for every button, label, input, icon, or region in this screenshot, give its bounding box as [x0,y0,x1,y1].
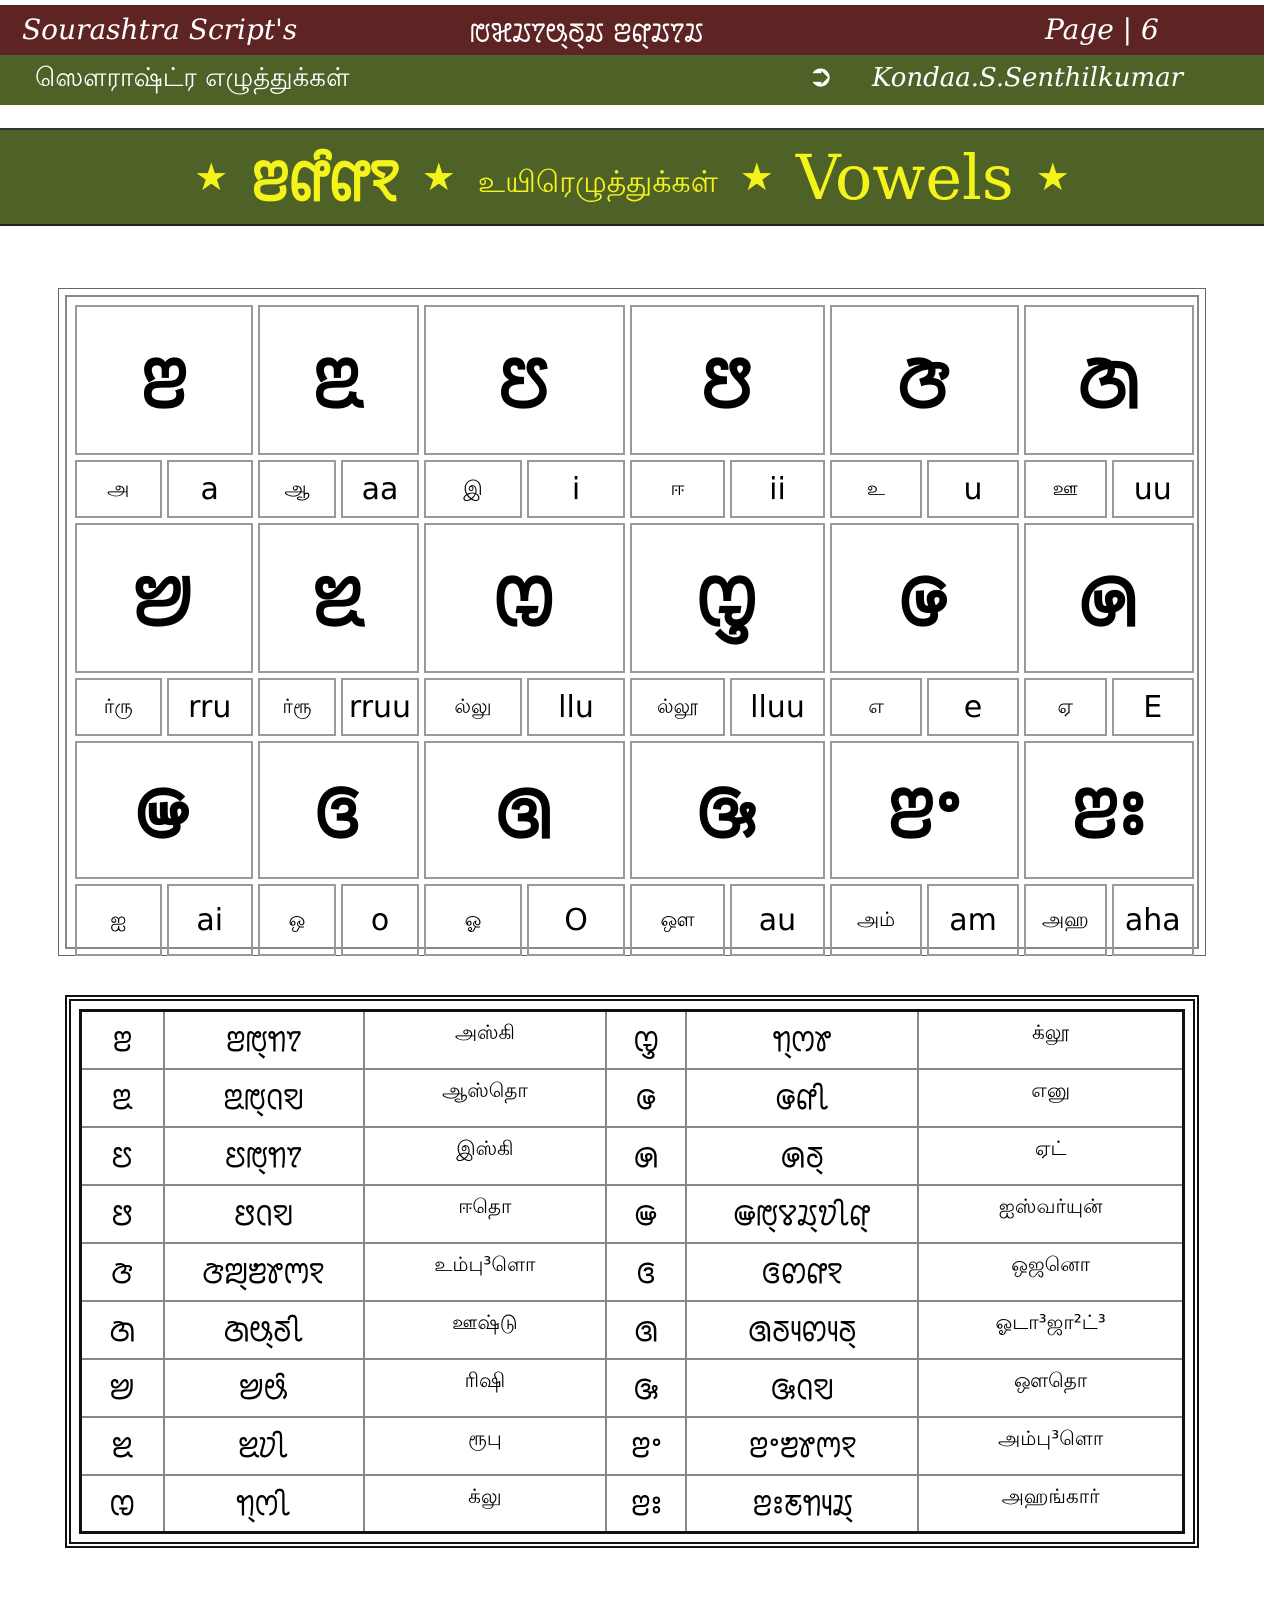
tamil-word: ஏட் [918,1127,1183,1185]
vowel-latin: ii [730,460,825,518]
header-saurashtra-title: ꢱꣃꢬꢵꢰ꣄ꢜ꣄ꢬ ꢂꢥ꣄ꢬꢵꢬ [470,16,704,49]
vowel-labels [830,884,1019,956]
saurashtra-word: ꢐꢜꢴꢙꢴꢜ꣄ [686,1301,918,1359]
vowel-latin: llu [527,678,625,736]
vowel-tamil: ர்ரூ [258,678,336,736]
vowel-cell: ꢑ [606,1359,686,1417]
vowel-glyph: ꢏ [258,741,419,879]
table-row [81,1359,1184,1417]
vowel-labels [630,460,825,518]
tamil-word: அஸ்கி [364,1011,607,1069]
vowel-tamil: உ [830,460,922,518]
vowel-latin: i [527,460,625,518]
page-number: Page | 6 [1045,13,1159,46]
vowel-latin: u [927,460,1019,518]
tamil-word: க்லு [364,1475,607,1533]
tamil-word: ஐஸ்வர்யுன் [918,1185,1183,1243]
table-row [81,1185,1184,1243]
saurashtra-word: ꢂꢀꢨꢸꢳꣁ [686,1417,918,1475]
vowel-glyph: ꢇ [1024,305,1194,455]
vowel-tamil: அம் [830,884,922,956]
header-bar [0,5,1264,55]
vowel-glyph: ꢅ [630,305,825,455]
vowel-tamil: ஔ [630,884,725,956]
vowel-cell: ꢏ [606,1243,686,1301]
vowel-tamil: ஊ [1024,460,1107,518]
saurashtra-word: ꢆꢪ꣄ꢨꢸꢳꣁ [164,1243,364,1301]
vowel-labels [1024,460,1194,518]
banner-english: Vowels [795,140,1014,214]
vowel-cell: ꢂ [81,1011,164,1069]
table-row [81,1011,1184,1069]
vowel-labels [75,678,253,736]
vowel-tamil: ல்லூ [630,678,725,736]
vowel-latin: au [730,884,825,956]
star-icon: ★ [739,155,774,199]
vowel-latin: a [167,460,254,518]
saurashtra-word: ꢍꢜ꣄ [686,1127,918,1185]
tamil-word: எனு [918,1069,1183,1127]
table-row [81,1127,1184,1185]
vowel-tamil: ஓ [424,884,522,956]
vowel-cell: ꢇ [81,1301,164,1359]
vowel-cell: ꢂꢀ [606,1417,686,1475]
vowel-glyph: ꢈ [75,523,253,673]
tamil-word: இஸ்கி [364,1127,607,1185]
saurashtra-word: ꢅꢡꣂ [164,1185,364,1243]
vowel-latin: e [927,678,1019,736]
star-icon: ★ [194,155,229,199]
vowel-labels [424,678,625,736]
vowel-labels [830,460,1019,518]
saurashtra-word: ꢇꢰ꣄ꢜꢷ [164,1301,364,1359]
example-words-table [65,995,1199,1548]
vowel-latin: lluu [730,678,825,736]
vowel-cell: ꢆ [81,1243,164,1301]
section-banner [0,128,1264,226]
header-title: Sourashtra Script's [22,13,298,46]
vowel-latin: rru [167,678,254,736]
vowel-glyph: ꢋ [630,523,825,673]
vowel-glyph: ꢌ [830,523,1019,673]
vowel-glyph: ꢆ [830,305,1019,455]
tamil-word: ஔதொ [918,1359,1183,1417]
tamil-word: ஆஸ்தொ [364,1069,607,1127]
tamil-word: க்லூ [918,1011,1183,1069]
saurashtra-word: ꢑꢡꣂ [686,1359,918,1417]
vowel-cell: ꢍ [606,1127,686,1185]
vowel-chart [58,288,1206,956]
saurashtra-word: ꢎꢱ꣄ꢮꢬ꣄ꢫꢷꢥ꣄ [686,1185,918,1243]
tamil-word: ரிஷி [364,1359,607,1417]
vowel-cell: ꢂꢁ [606,1475,686,1533]
vowel-glyph: ꢂꢁ [1024,741,1194,879]
vowel-cell: ꢃ [81,1069,164,1127]
vowel-glyph: ꢃ [258,305,419,455]
vowel-tamil: ஆ [258,460,336,518]
vowel-latin: ai [167,884,254,956]
vowel-latin: O [527,884,625,956]
vowel-labels [630,678,825,736]
vowel-latin: uu [1112,460,1195,518]
tamil-word: அஹங்கார் [918,1475,1183,1533]
table-row [81,1301,1184,1359]
vowel-tamil: ர்ரு [75,678,162,736]
vowel-labels [424,884,625,956]
tamil-word: ஓடா³ஜா²ட்³ [918,1301,1183,1359]
vowel-labels [630,884,825,956]
vowel-tamil: ஈ [630,460,725,518]
vowel-cell: ꢌ [606,1069,686,1127]
vowel-tamil: அ [75,460,162,518]
saurashtra-word: ꢃꢱ꣄ꢡꣂ [164,1069,364,1127]
vowel-latin: o [341,884,419,956]
vowel-cell: ꢋ [606,1011,686,1069]
saurashtra-word: ꢉꢦꢷ [164,1417,364,1475]
saurashtra-word: ꢂꢁꢲꢒꢴꢬ꣄ [686,1475,918,1533]
vowel-glyph: ꢊ [424,523,625,673]
vowel-latin: E [1112,678,1195,736]
vowel-glyph: ꢂꢀ [830,741,1019,879]
vowel-tamil: ஐ [75,884,162,956]
tamil-word: அம்பு³ளொ [918,1417,1183,1475]
vowel-labels [75,460,253,518]
vowel-labels [258,678,419,736]
vowel-labels [258,884,419,956]
vowel-cell: ꢎ [606,1185,686,1243]
saurashtra-word: ꢒ꣄ꢭꢸ [686,1011,918,1069]
tamil-word: ஈதொ [364,1185,607,1243]
vowel-latin: aha [1112,884,1195,956]
vowel-cell: ꢐ [606,1301,686,1359]
vowel-latin: am [927,884,1019,956]
vowel-labels [830,678,1019,736]
saurashtra-word: ꢂꢱ꣄ꢒꢵ [164,1011,364,1069]
tamil-title: ஸௌராஷ்ட்ர எழுத்துக்கள் [35,63,350,93]
table-row [81,1475,1184,1533]
arrow-right-circle-icon: ➲ [808,59,834,94]
table-row [81,1243,1184,1301]
saurashtra-word: ꢄꢱ꣄ꢒꢵ [164,1127,364,1185]
vowel-cell: ꢄ [81,1127,164,1185]
vowel-glyph: ꢑ [630,741,825,879]
vowel-glyph: ꢐ [424,741,625,879]
vowel-tamil: இ [424,460,522,518]
saurashtra-word: ꢒ꣄ꢭꢷ [164,1475,364,1533]
vowel-glyph: ꢎ [75,741,253,879]
vowel-cell: ꢊ [81,1475,164,1533]
vowel-labels [258,460,419,518]
vowel-glyph: ꢉ [258,523,419,673]
vowel-labels [1024,678,1194,736]
tamil-word: ரூபு [364,1417,607,1475]
tamil-word: உம்பு³ளொ [364,1243,607,1301]
vowel-latin: rruu [341,678,419,736]
vowel-labels [75,884,253,956]
vowel-cell: ꢈ [81,1359,164,1417]
vowel-labels [424,460,625,518]
tamil-word: ஒஜனொ [918,1243,1183,1301]
author-name: Kondaa.S.Senthilkumar [872,63,1184,93]
vowel-tamil: அஹ [1024,884,1107,956]
vowel-tamil: ஏ [1024,678,1107,736]
table-row [81,1417,1184,1475]
saurashtra-word: ꢈꢰꢶ [164,1359,364,1417]
saurashtra-word: ꢌꢥꢷ [686,1069,918,1127]
table-row [81,1069,1184,1127]
banner-saurashtra: ꢂꢥꢶꢥꣁ [250,145,400,214]
subheader-bar [0,55,1264,105]
vowel-labels [1024,884,1194,956]
tamil-word: ஊஷ்டு [364,1301,607,1359]
star-icon: ★ [1035,155,1070,199]
saurashtra-word: ꢏꢙꢥꣁ [686,1243,918,1301]
vowel-latin: aa [341,460,419,518]
banner-tamil: உயிரெழுத்துக்கள் [477,164,718,200]
vowel-glyph: ꢂ [75,305,253,455]
vowel-glyph: ꢄ [424,305,625,455]
star-icon: ★ [421,155,456,199]
vowel-tamil: ல்லு [424,678,522,736]
vowel-glyph: ꢍ [1024,523,1194,673]
vowel-cell: ꢉ [81,1417,164,1475]
vowel-cell: ꢅ [81,1185,164,1243]
vowel-tamil: ஒ [258,884,336,956]
vowel-tamil: எ [830,678,922,736]
